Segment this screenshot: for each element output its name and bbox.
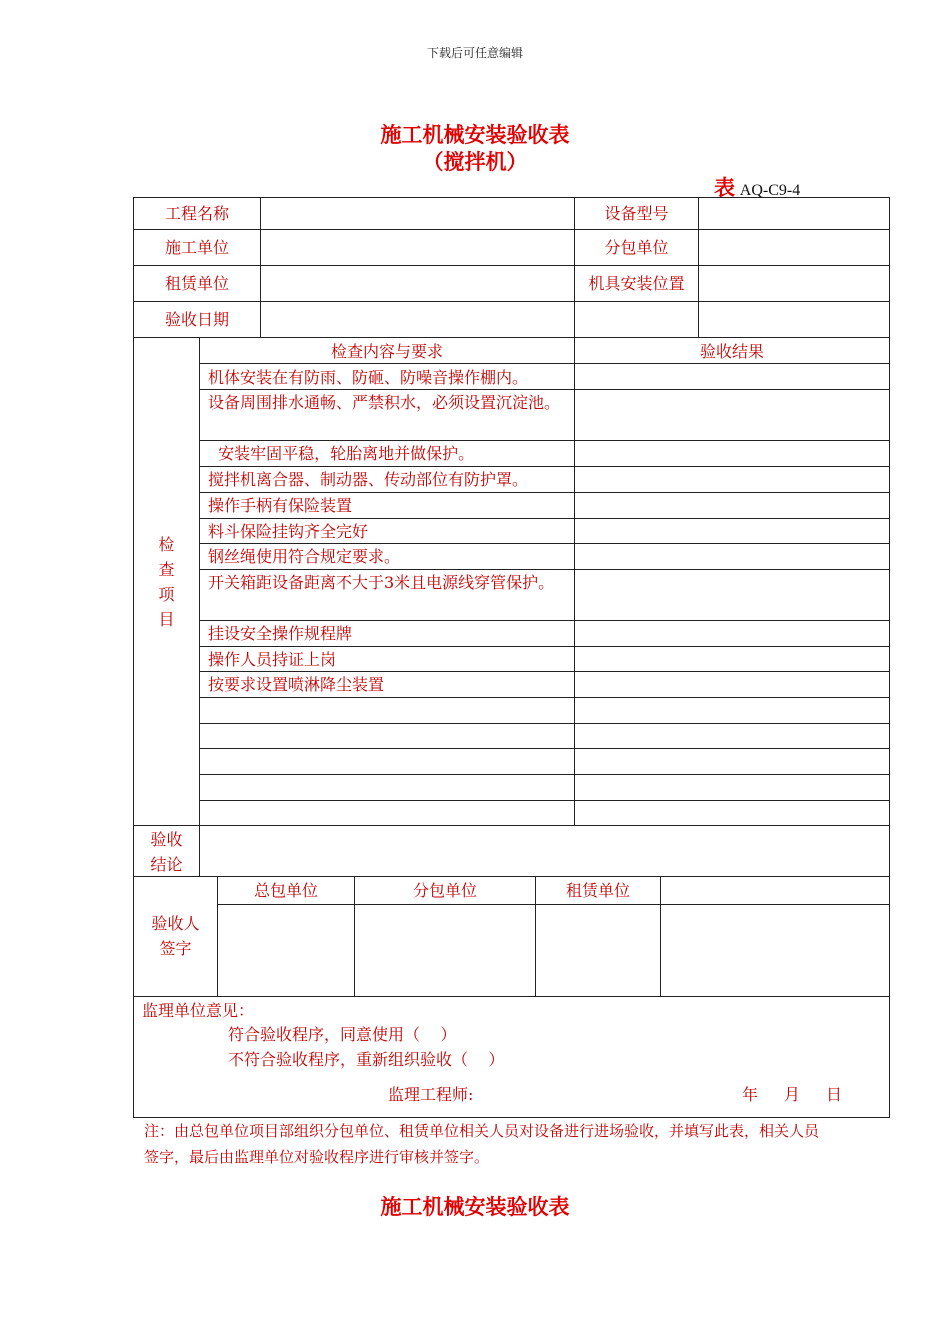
label-project-name: 工程名称 [164,204,229,223]
sig-subcontractor-field[interactable] [356,906,534,994]
install-location-field[interactable] [700,267,888,300]
supervision-disagree-option[interactable]: 不符合验收程序，重新组织验收（ ） [228,1050,505,1069]
project-name-field[interactable] [262,199,573,228]
check-item-7: 钢丝绳使用符合规定要求。 [208,547,401,566]
subcontract-unit-field[interactable] [700,231,888,264]
label-acceptance-date: 验收日期 [164,310,229,329]
check-item-1: 机体安装在有防雨、防砸、防噪音操作棚内。 [208,368,529,387]
footnote: 注：由总包单位项目部组织分包单位、租赁单位相关人员对设备进行进场验收，并填写此表，相关人员签字，最后由监理单位对验收程序进行审核并签字。 [144,1122,820,1166]
check-item-11: 按要求设置喷淋降尘装置 [208,675,385,694]
form-code-number: AQ-C9-4 [739,182,801,199]
sig-lessor-field[interactable] [537,906,659,994]
check-item-6: 料斗保险挂钩齐全完好 [208,522,369,541]
check-items-label: 检 查 项 目 [158,535,175,629]
signature-label: 验收人 签字 [151,914,200,958]
label-lease-unit: 租赁单位 [164,274,229,293]
check-item-10: 操作人员持证上岗 [208,650,337,669]
sig-subcontractor-header: 分包单位 [412,881,477,900]
check-item-2: 设备周围排水通畅、严禁积水，必须设置沉淀池。 [208,393,561,412]
supervision-agree-option[interactable]: 符合验收程序，同意使用（ ） [228,1025,457,1044]
date-day-label: 日 [826,1085,843,1104]
sig-general-contractor-header: 总包单位 [253,881,318,900]
lease-unit-field[interactable] [262,267,573,300]
sig-lessor-header: 租赁单位 [565,881,630,900]
form-subtitle: （搅拌机） [422,150,528,174]
form-code-char: 表 [714,176,735,200]
conclusion-label: 验收 结论 [150,830,183,874]
equipment-model-field[interactable] [700,199,888,228]
label-install-location: 机具安装位置 [588,274,685,293]
supervision-title: 监理单位意见： [142,1001,255,1020]
next-form-title: 施工机械安装验收表 [380,1195,570,1219]
check-item-5: 操作手柄有保险装置 [208,496,353,515]
check-item-8: 开关箱距设备距离不大于3米且电源线穿管保护。 [208,573,555,592]
check-item-3: 安装牢固平稳，轮胎离地并做保护。 [208,444,475,463]
label-construction-unit: 施工单位 [164,238,229,257]
label-equipment-model: 设备型号 [604,204,669,223]
supervision-engineer-label: 监理工程师: [388,1085,474,1104]
acceptance-date-field[interactable] [262,303,573,336]
form-title: 施工机械安装验收表 [380,123,570,147]
date-year-label: 年 [742,1085,759,1104]
conclusion-field[interactable] [201,827,888,875]
check-content-header: 检查内容与要求 [330,342,443,361]
sig-general-contractor-field[interactable] [219,906,353,994]
sig-extra-field[interactable] [662,906,888,994]
page-header-note: 下载后可任意编辑 [426,46,523,60]
label-subcontract-unit: 分包单位 [604,238,669,257]
construction-unit-field[interactable] [262,231,573,264]
date-month-label: 月 [784,1085,801,1104]
check-result-header: 验收结果 [699,342,764,361]
check-item-9: 挂设安全操作规程牌 [208,624,353,643]
check-item-4: 搅拌机离合器、制动器、传动部位有防护罩。 [208,470,529,489]
